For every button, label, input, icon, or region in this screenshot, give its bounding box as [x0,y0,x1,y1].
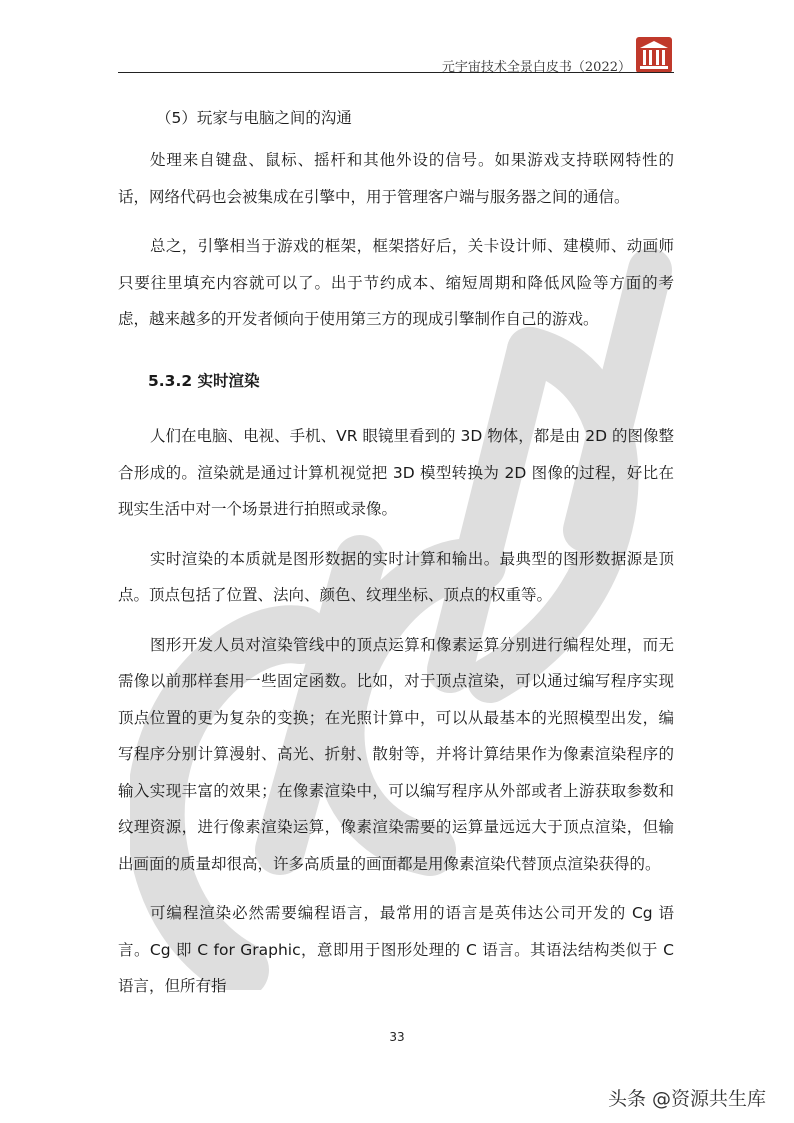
text-block-top [118,142,674,338]
paragraph-3: 人们在电脑、电视、手机、VR 眼镜里看到的 3D 物体，都是由 2D 的图像整合形成的。渲染就是通过计算机视觉把 3D 模型转换为 2D 图像的过程，好比在现实生活中对一个场景进行拍照或录像。 [118,427,674,518]
header-title: 元宇宙技术全景白皮书（2022） [441,60,631,75]
text-block-bottom [118,418,674,1005]
subsection-title: （5）玩家与电脑之间的沟通 [156,109,352,127]
paragraph-2: 总之，引擎相当于游戏的框架，框架搭好后，关卡设计师、建模师、动画师只要往里填充内容就可以了。出于节约成本、缩短周期和降低风险等方面的考虑，越来越多的开发者倾向于使用第三方的现成引擎制作自己的游戏。 [118,237,674,328]
publisher-logo-icon [636,37,672,73]
section-heading: 5.3.2 实时渲染 [148,372,260,390]
source-watermark-text: 头条 @资源共生库 [607,1088,766,1110]
paragraph-1: 处理来自键盘、鼠标、摇杆和其他外设的信号。如果游戏支持联网特性的话，网络代码也会被集成在引擎中，用于管理客户端与服务器之间的通信。 [118,151,674,206]
header-rule [118,72,674,73]
paragraph-5: 图形开发人员对渲染管线中的顶点运算和像素运算分别进行编程处理，而无需像以前那样套用一些固定函数。比如，对于顶点渲染，可以通过编写程序实现顶点位置的更为复杂的变换；在光照计算中，可以从最基本的光照模型出发，编写程序分别计算漫射、高光、折射、散射等，并将计算结果作为像素渲染程序的输入实现丰富的效果；在像素渲染中，可以编写程序从外部或者上游获取参数和纹理资源，进行像素渲染运算，像素渲染需要的运算量远远大于顶点渲染，但输出画面的质量却很高，许多高质量的画面都是用像素渲染代替顶点渲染获得的。 [118,635,674,873]
page-number: 33 [389,1030,405,1044]
paragraph-4: 实时渲染的本质就是图形数据的实时计算和输出。最典型的图形数据源是顶点。顶点包括了位置、法向、颜色、纹理坐标、顶点的权重等。 [118,549,674,604]
paragraph-6: 可编程渲染必然需要编程语言，最常用的语言是英伟达公司开发的 Cg 语言。Cg 即 C for Graphic，意即用于图形处理的 C 语言。其语法结构类似于 C 语言，但所有指 [118,904,674,995]
